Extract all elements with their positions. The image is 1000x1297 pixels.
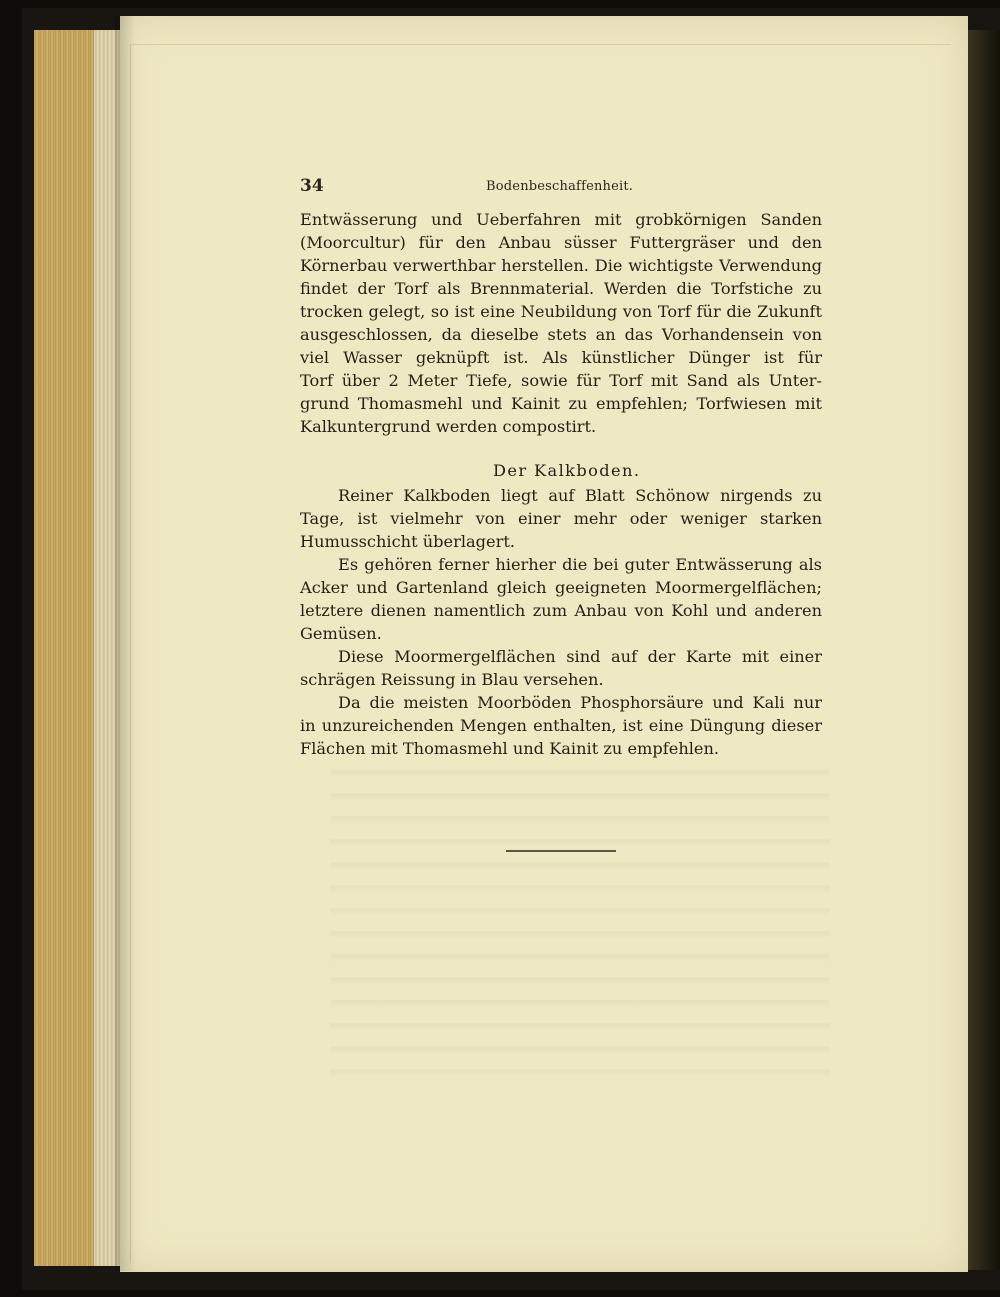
- text-line: in unzureichenden Mengen enthalten, ist eine Düngung dieser: [300, 716, 822, 735]
- paragraph-karte: [300, 645, 822, 691]
- paragraph-moormergel: [300, 553, 822, 645]
- end-rule: [506, 850, 616, 852]
- text-line: Humusschicht überlagert.: [300, 532, 516, 551]
- running-head: Bodenbeschaffenheit.: [486, 179, 634, 194]
- page-edges: [34, 30, 124, 1266]
- bleed-through-text: [330, 770, 830, 1090]
- text-line: (Moorcultur) für den Anbau süsser Futtergräser und den: [300, 233, 822, 252]
- text-line: Es gehören ferner hierher die bei guter Entwässerung als: [338, 555, 822, 574]
- text-line: Kalkuntergrund werden compostirt.: [300, 417, 597, 436]
- text-line: Entwässerung und Ueberfahren mit grobkörnigen Sanden: [300, 210, 822, 229]
- text-line: Körnerbau verwerthbar herstellen. Die wichtigste Verwendung: [300, 256, 822, 275]
- text-line: Tage, ist vielmehr von einer mehr oder weniger starken: [300, 509, 822, 528]
- text-line: Torf über 2 Meter Tiefe, sowie für Torf mit Sand als Unter-: [300, 371, 822, 390]
- text-line: ausgeschlossen, da dieselbe stets an das Vorhandensein von: [300, 325, 822, 344]
- text-line: viel Wasser geknüpft ist. Als künstlicher Dünger ist für: [300, 348, 822, 367]
- text-line: Reiner Kalkboden liegt auf Blatt Schönow nirgends zu: [338, 486, 822, 505]
- paragraph-duengung: [300, 691, 822, 760]
- book-right-edge: [968, 30, 1000, 1270]
- section-heading: Der Kalkboden.: [493, 461, 641, 480]
- text-line: findet der Torf als Brennmaterial. Werden die Torfstiche zu: [300, 279, 822, 298]
- text-line: Da die meisten Moorböden Phosphorsäure und Kali nur: [338, 693, 822, 712]
- text-line: Gemüsen.: [300, 624, 382, 643]
- text-line: grund Thomasmehl und Kainit zu empfehlen; Torfwiesen mit: [300, 394, 822, 413]
- text-line: Flächen mit Thomasmehl und Kainit zu empfehlen.: [300, 739, 720, 758]
- page-number: 34: [300, 176, 324, 196]
- text-line: schrägen Reissung in Blau versehen.: [300, 670, 604, 689]
- spine-shadow: [115, 16, 135, 1271]
- paragraph-kalkboden: [300, 484, 822, 553]
- text-line: letztere dienen namentlich zum Anbau von Kohl und anderen: [300, 601, 822, 620]
- page-header: [300, 176, 824, 202]
- paragraph-drainage: [300, 208, 822, 438]
- text-line: trocken gelegt, so ist eine Neubildung von Torf für die Zukunft: [300, 302, 822, 321]
- text-line: Diese Moormergelflächen sind auf der Karte mit einer: [338, 647, 822, 666]
- text-line: Acker und Gartenland gleich geeigneten Moormergelflächen;: [300, 578, 822, 597]
